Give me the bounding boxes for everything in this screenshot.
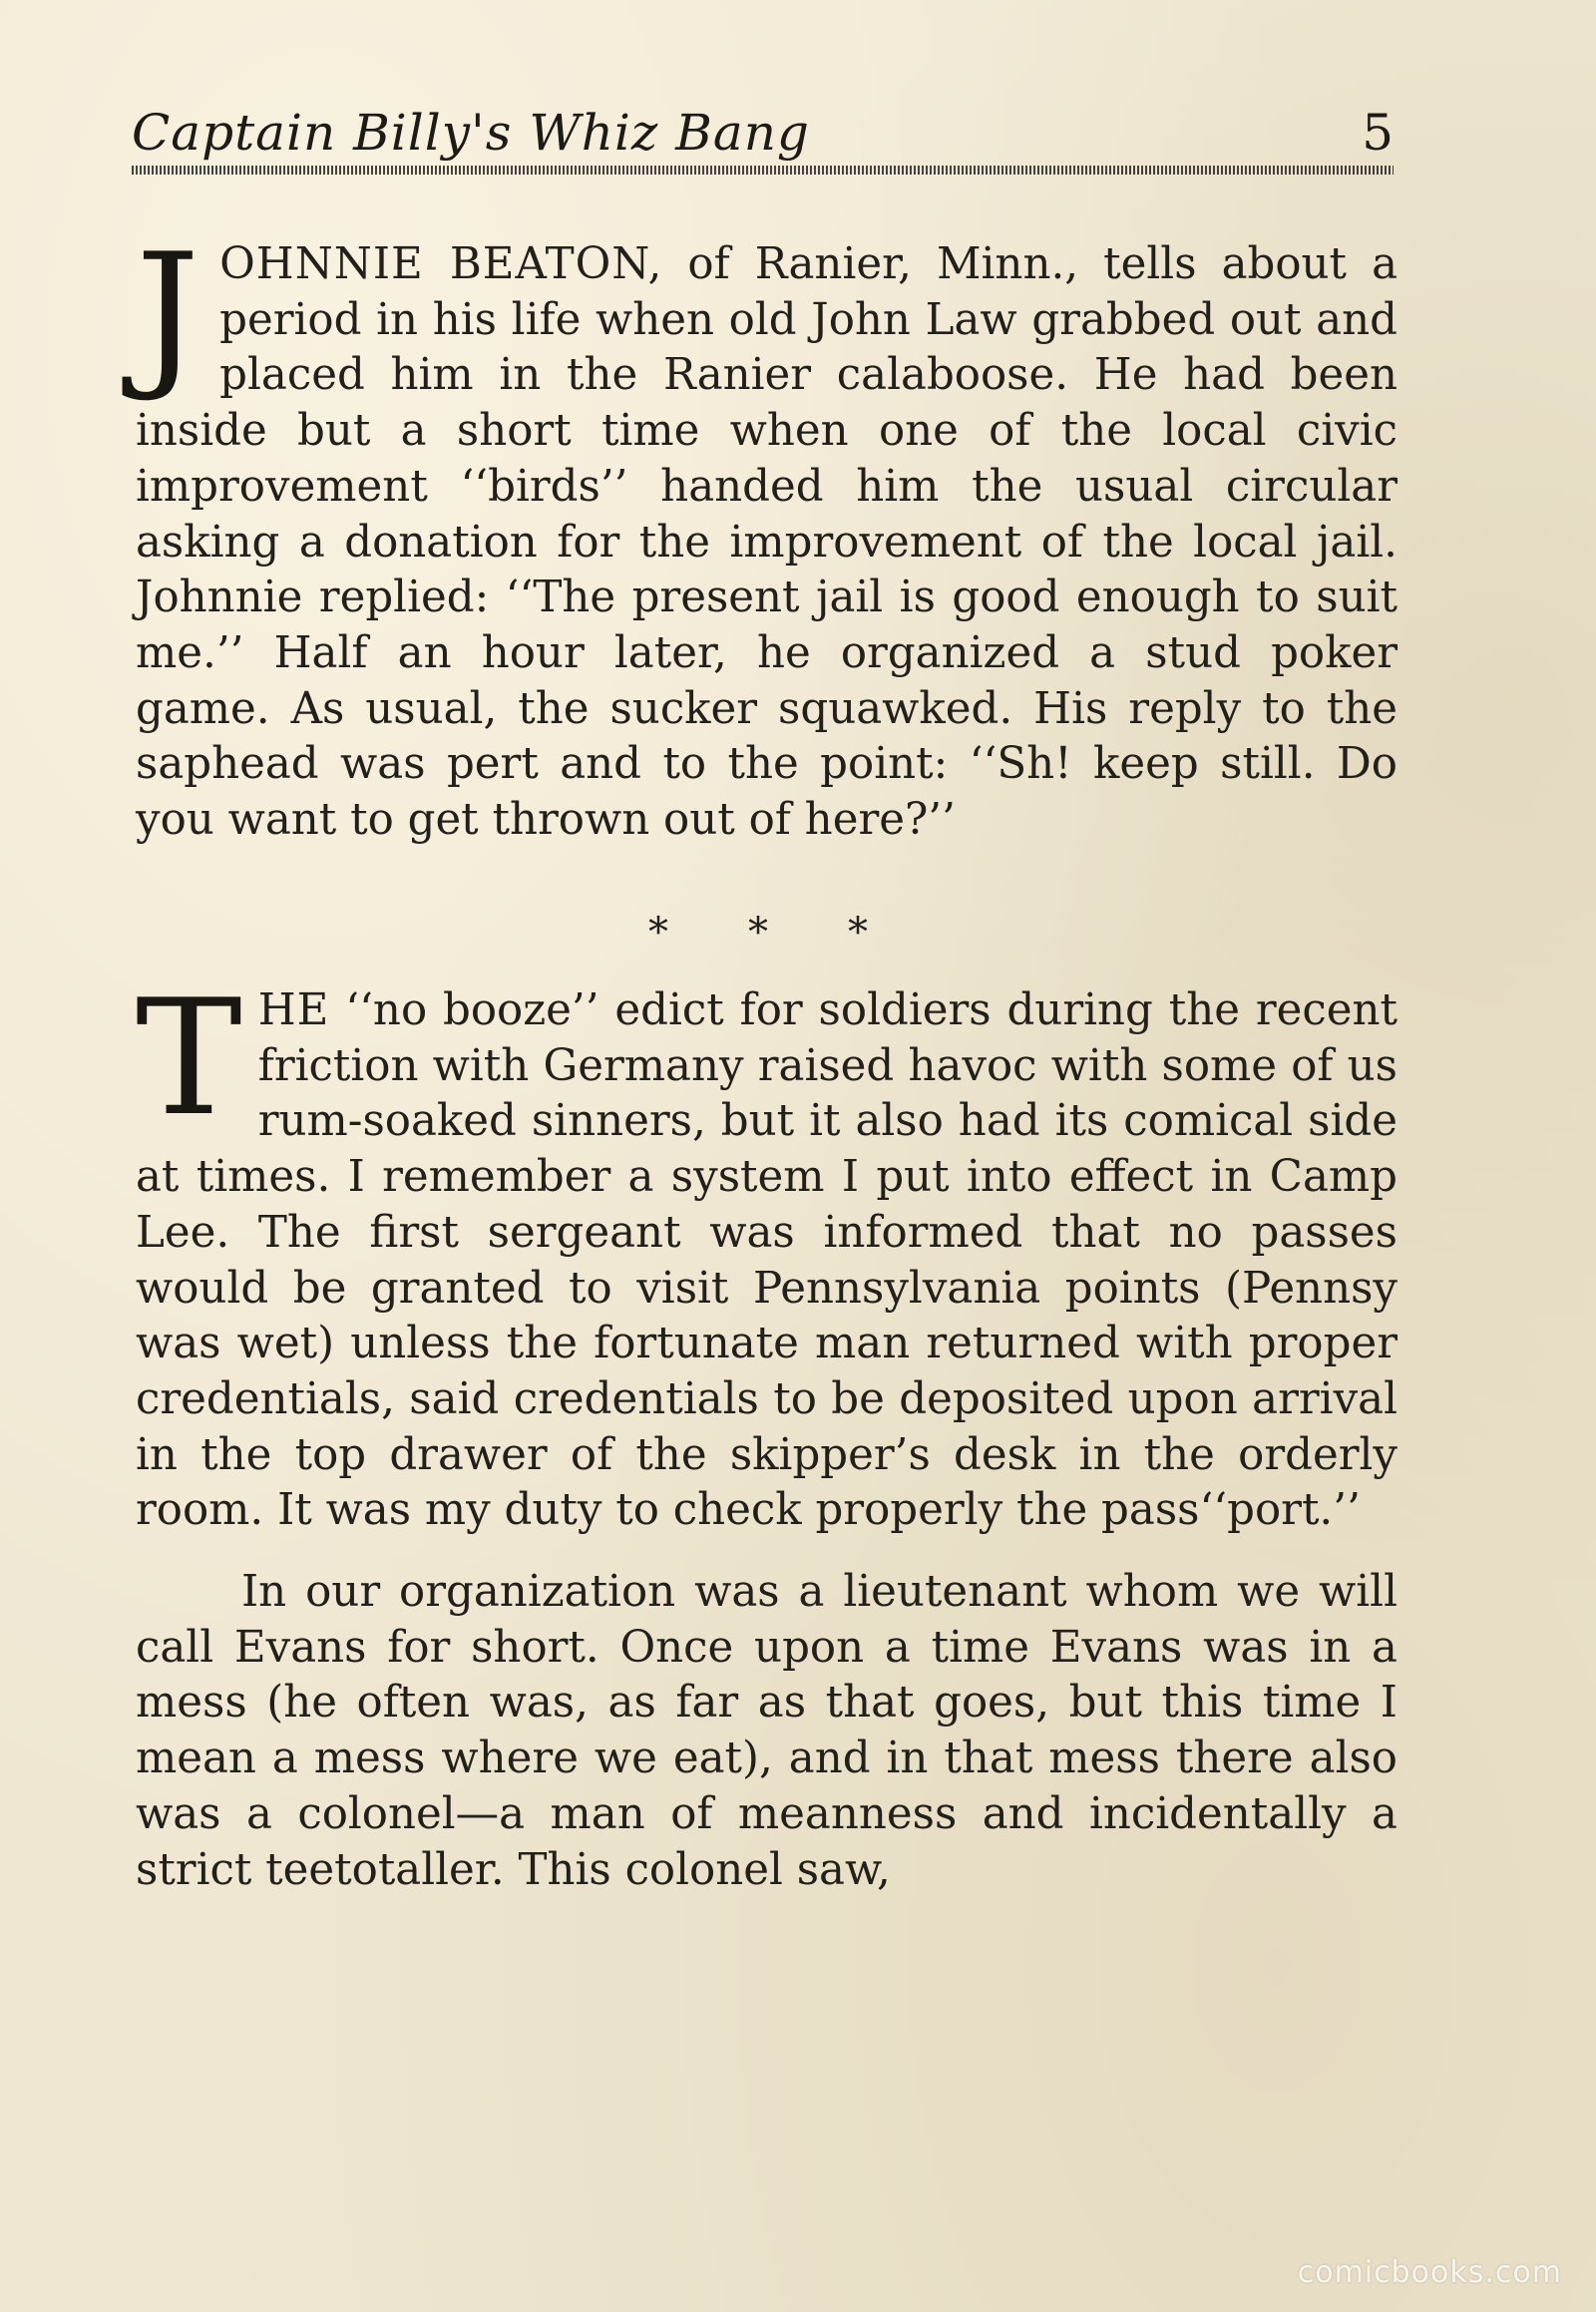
story-1-text: of Ranier, Minn., tells about a period in his life when old John Law grabbed out and placed him in the Ranier calaboose. He had been inside but a short time when one of the local civic improvement ‘‘birds’’ handed him the usual circular asking a donation for the improvement of the local jail. Johnnie replied: ‘‘The present jail is good enough to suit me.’’ Half an hour later, he organized a stud poker game. As usual, the sucker squawked. His reply to the saphead was pert and to the point: ‘‘Sh! keep still. Do you want to get thrown out of here?’’: [136, 239, 1398, 846]
separator-asterisk: *: [848, 910, 868, 956]
story-1-paragraph: [136, 218, 1398, 849]
page-number: 5: [1362, 104, 1394, 162]
story-1-lead: OHNNIE BEATON,: [219, 239, 663, 289]
story-2-lead: HE: [257, 985, 330, 1035]
story-no-booze: [136, 964, 1397, 1898]
drop-cap-t: T: [136, 964, 242, 1151]
story-2-paragraph-1: [136, 964, 1397, 1539]
separator-asterisk: *: [748, 910, 768, 956]
section-separator: [608, 910, 908, 956]
story-2-paragraph-2: In our organization was a lieutenant whom we will call Evans for short. Once upon a time Evans was in a mess (he often was, as far as that goes, but this time I mean a mess where we eat), and in that mess there also was a colonel—a man of meanness and incidentally a strict teetotaller. This colonel saw,: [136, 1567, 1397, 1895]
drop-cap-j: J: [136, 218, 200, 405]
watermark: comicbooks.com: [1297, 2255, 1562, 2290]
running-head: [132, 96, 1394, 176]
story-2-text: ‘‘no booze’’ edict for soldiers during the recent friction with Germany raised havoc with some of us rum-soaked sinners, but it also had its comical side at times. I remember a system I put into effect in Camp Lee. The first sergeant was informed that no passes would be granted to visit Pennsylvania points (Pennsy was wet) unless the fortunate man returned with proper credentials, said credentials to be deposited upon arrival in the top drawer of the skipper’s desk in the orderly room. It was my duty to check properly the pass‘‘port.’’: [136, 985, 1397, 1536]
separator-asterisk: *: [648, 910, 668, 956]
header-rule: [132, 166, 1394, 175]
story-johnnie-beaton: [136, 218, 1398, 849]
publication-title: Captain Billy's Whiz Bang: [132, 104, 810, 162]
